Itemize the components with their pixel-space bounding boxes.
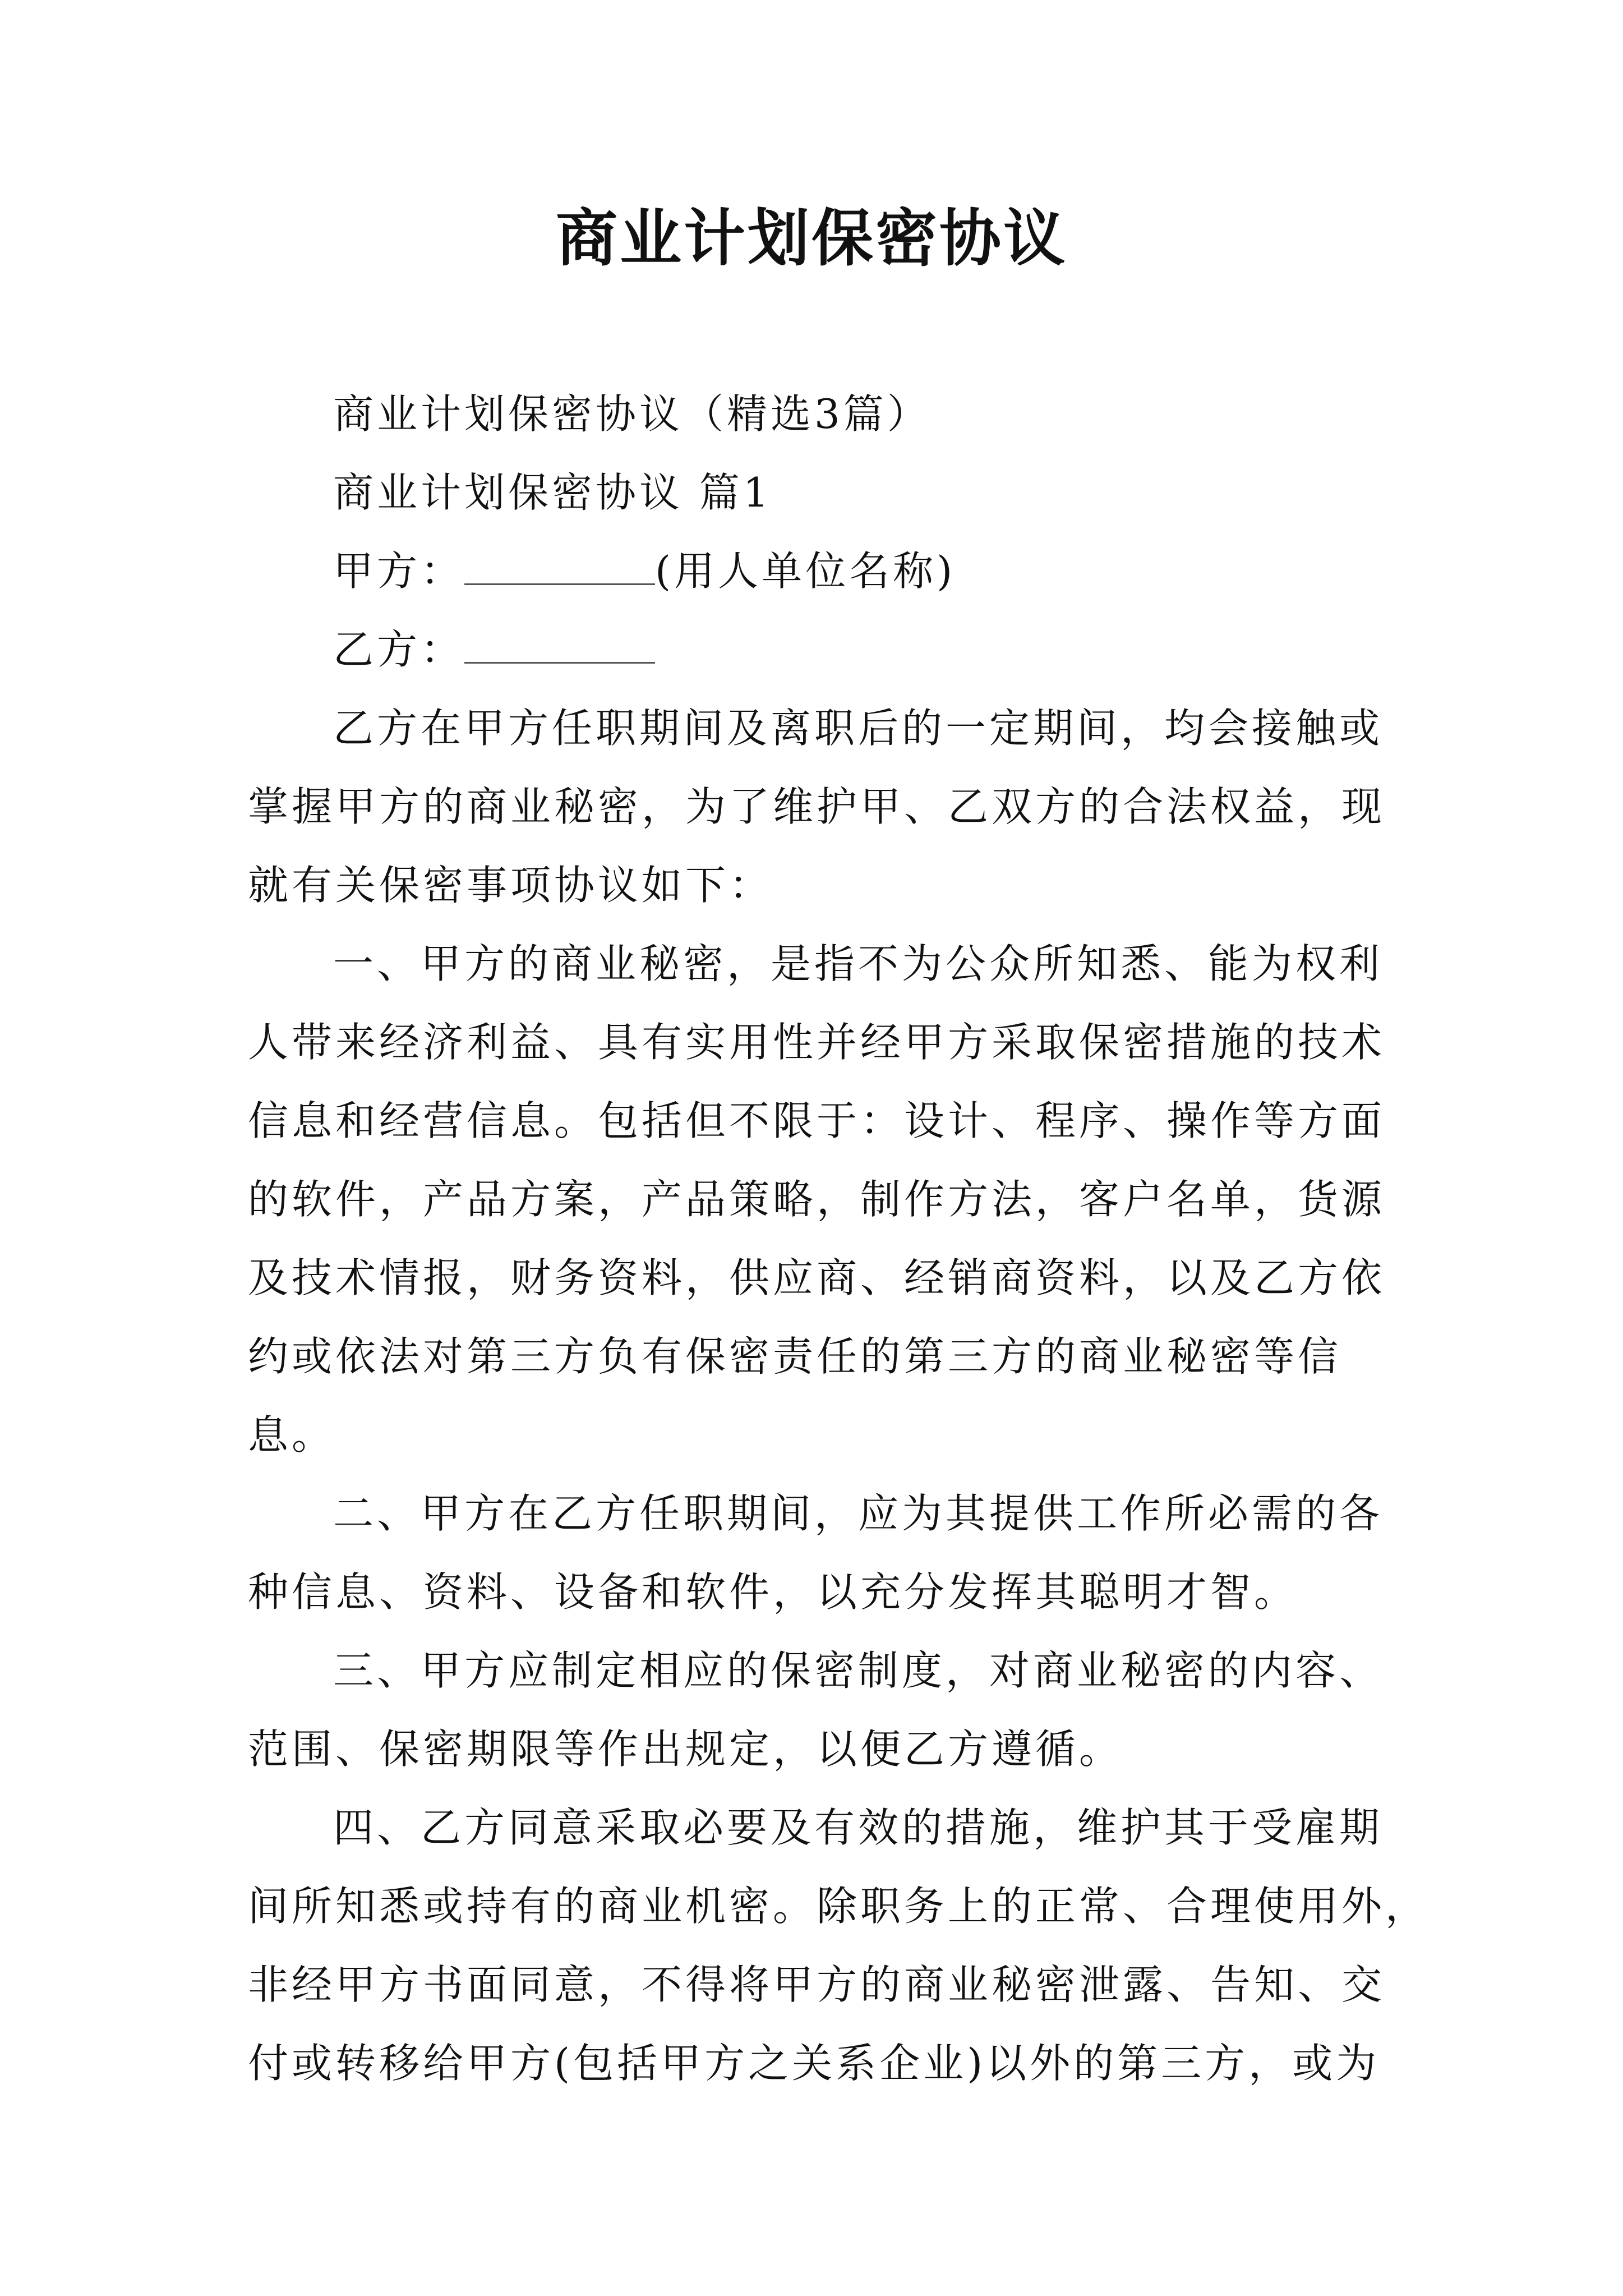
party-a-hint: (用人单位名称)	[655, 547, 956, 595]
document-body	[248, 375, 1430, 2102]
paragraph-line: 付或转移给甲方(包括甲方之关系企业)以外的第三方，或为	[248, 2040, 1380, 2087]
party-a-line	[248, 532, 1403, 610]
paragraph-line: 乙方在甲方任职期间及离职后的一定期间，均会接触或	[333, 705, 1384, 752]
paragraph-line: 掌握甲方的商业秘密，为了维护甲、乙双方的合法权益，现	[248, 783, 1386, 830]
paragraph-line: 信息和经营信息。包括但不限于：设计、程序、操作等方面	[248, 1097, 1386, 1144]
paragraph-line: 及技术情报，财务资料，供应商、经销商资料，以及乙方依	[248, 1254, 1386, 1301]
paragraph-line: 非经甲方书面同意，不得将甲方的商业秘密泄露、告知、交	[248, 1961, 1386, 2008]
paragraph-line: 约或依法对第三方负有保密责任的第三方的商业秘密等信	[248, 1333, 1342, 1380]
party-b-line	[248, 610, 1403, 689]
party-a-blank	[464, 533, 655, 585]
section-heading: 商业计划保密协议 篇1	[333, 469, 772, 516]
subtitle-line: 商业计划保密协议（精选3篇）	[333, 390, 931, 438]
paragraph-line: 息。	[248, 1411, 336, 1458]
paragraph-line: 四、乙方同意采取必要及有效的措施，维护其于受雇期	[333, 1804, 1384, 1851]
paragraph-line: 范围、保密期限等作出规定，以便乙方遵循。	[248, 1726, 1123, 1773]
paragraph-line: 的软件，产品方案，产品策略，制作方法，客户名单，货源	[248, 1176, 1386, 1223]
paragraph-line: 一、甲方的商业秘密，是指不为公众所知悉、能为权利	[333, 940, 1384, 987]
party-b-label: 乙方：	[333, 626, 465, 673]
party-a-label: 甲方：	[333, 547, 465, 595]
paragraph-line: 二、甲方在乙方任职期间，应为其提供工作所必需的各	[333, 1490, 1384, 1537]
paragraph-line: 就有关保密事项协议如下：	[248, 862, 773, 909]
paragraph-line: 间所知悉或持有的商业机密。除职务上的正常、合理使用外，	[248, 1883, 1430, 1930]
document-title: 商业计划保密协议	[556, 202, 1067, 274]
party-b-blank	[464, 611, 655, 664]
paragraph-line: 三、甲方应制定相应的保密制度，对商业秘密的内容、	[333, 1647, 1384, 1694]
paragraph-line: 种信息、资料、设备和软件，以充分发挥其聪明才智。	[248, 1568, 1298, 1616]
paragraph-line: 人带来经济利益、具有实用性并经甲方采取保密措施的技术	[248, 1019, 1386, 1066]
